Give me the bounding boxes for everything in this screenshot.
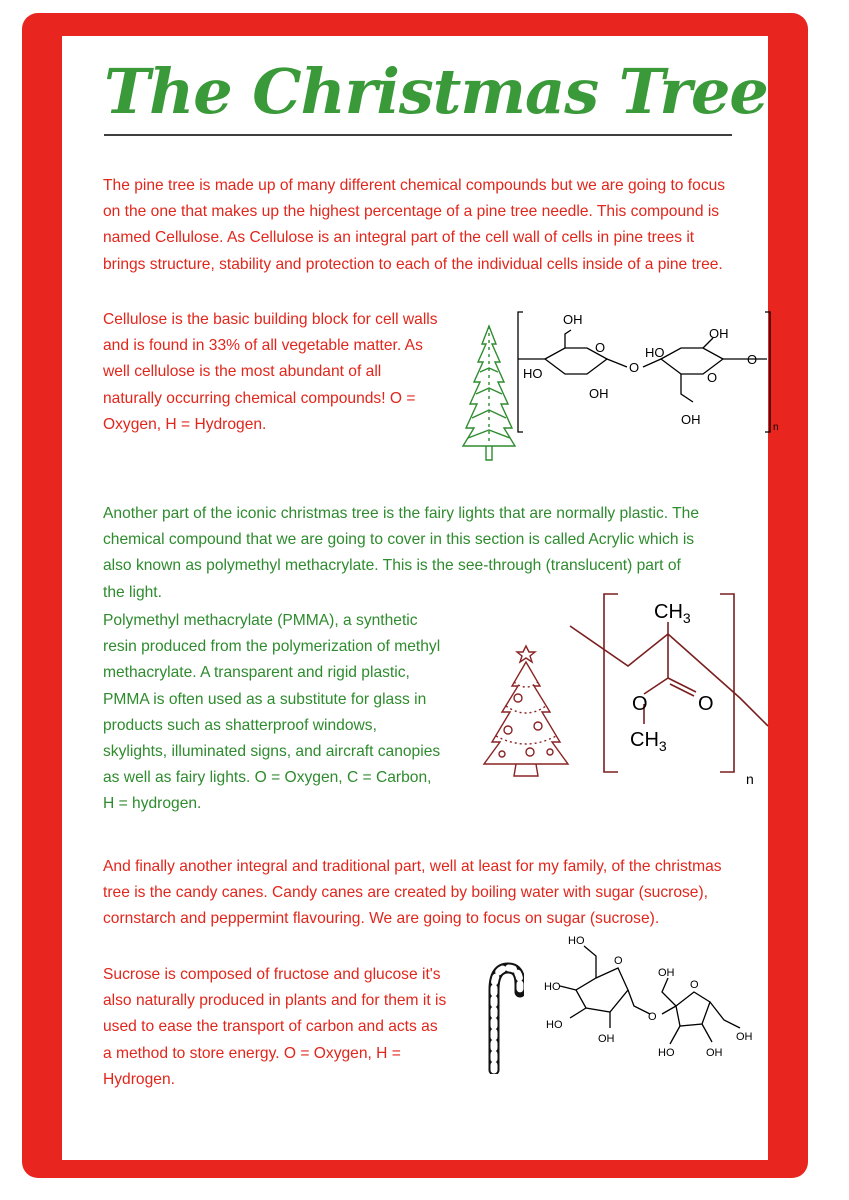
cellulose-ho-left: HO bbox=[523, 366, 543, 381]
title-underline bbox=[104, 134, 732, 136]
pmma-ch3-top: $CH_3$ bbox=[654, 601, 691, 626]
sucrose-ring-o-2: O bbox=[690, 979, 699, 991]
sucrose-oh-bottom-2: OH bbox=[706, 1047, 723, 1059]
pmma-ester-o: O bbox=[632, 693, 648, 715]
cellulose-chain-o: O bbox=[747, 352, 758, 367]
intro-paragraph: The pine tree is made up of many different chemical compounds but we are going to focus on the one that makes up the highest percentage of a pine tree needle. This compound is named Cellulose. As Cellulose is an integral part of the cell wall of cells in pine trees it brings structure, stability and protection to each of the individual cells inside of a pine tree. bbox=[103, 177, 726, 273]
page-title: The Christmas Tree bbox=[104, 55, 768, 128]
sucrose-oh-bottom-1: OH bbox=[598, 1033, 615, 1045]
candy-intro-paragraph: And finally another integral and traditional part, well at least for my family, of the christmas tree is the candy canes. Candy canes are created by boiling water with sugar (sucrose), cornstarch and peppermint flavouring. We are going to focus on sugar (sucrose). bbox=[103, 858, 722, 928]
sucrose-paragraph: Sucrose is composed of fructose and glucose it's also naturally produced in plants and for them it is used to ease the transport of carbon and acts as a method to store energy. O = Oxygen, H = Hydrogen. bbox=[103, 966, 447, 1088]
cellulose-paragraph: Cellulose is the basic building block for cell walls and is found in 33% of all vegetable matter. As well cellulose is the most abundant of all naturally occurring chemical compounds! O = Oxygen, H = Hydrogen. bbox=[103, 311, 438, 433]
pmma-paragraph: Polymethyl methacrylate (PMMA), a synthetic resin produced from the polymerization of methyl methacrylate. A transparent and rigid plastic, PMMA is often used as a substitute for glass in products such as shatterproof windows, skylights, illuminated signs, and aircraft canopies as well as fairy lights. O = Oxygen, C = Carbon, H = hydrogen. bbox=[103, 612, 441, 813]
cellulose-oh-bottom: OH bbox=[589, 386, 609, 401]
cellulose-ho-mid: HO bbox=[645, 345, 665, 360]
acrylic-intro-paragraph: Another part of the iconic christmas tree is the fairy lights that are normally plastic. The chemical compound that we are going to cover in this section is called Acrylic which is also known as polymethyl methacrylate. This is the see-through (translucent) part of the light. bbox=[103, 505, 700, 601]
cellulose-oh-lower: OH bbox=[681, 412, 701, 427]
pmma-ch3-bottom: $CH_3$ bbox=[630, 729, 667, 754]
candy-cane-icon bbox=[480, 962, 524, 1074]
sucrose-oh-mid: OH bbox=[658, 967, 675, 979]
sucrose-ho-top: HO bbox=[568, 935, 585, 947]
cellulose-oh-top: OH bbox=[563, 312, 583, 327]
cellulose-oh-right: OH bbox=[709, 326, 729, 341]
decorated-christmas-tree-icon bbox=[478, 640, 574, 782]
sucrose-structure-diagram bbox=[540, 932, 760, 1102]
sucrose-ho-bottom: HO bbox=[658, 1047, 675, 1059]
cellulose-bridge-o: O bbox=[629, 360, 640, 375]
cellulose-ring-o-2: O bbox=[707, 370, 718, 385]
sucrose-oh-right: OH bbox=[736, 1031, 753, 1043]
pmma-carbonyl-o: O bbox=[698, 693, 714, 715]
sucrose-ho-lower-left: HO bbox=[546, 1019, 563, 1031]
cellulose-structure-diagram bbox=[515, 302, 795, 442]
pmma-n-label: n bbox=[746, 771, 754, 786]
sucrose-bridge-o: O bbox=[648, 1011, 657, 1023]
cellulose-ring-o-1: O bbox=[595, 340, 606, 355]
pine-tree-icon bbox=[458, 322, 520, 464]
sucrose-ring-o-1: O bbox=[614, 955, 623, 967]
sucrose-ho-left: HO bbox=[544, 981, 561, 993]
cellulose-n-label: n bbox=[773, 422, 779, 433]
pmma-structure-diagram bbox=[568, 586, 788, 786]
